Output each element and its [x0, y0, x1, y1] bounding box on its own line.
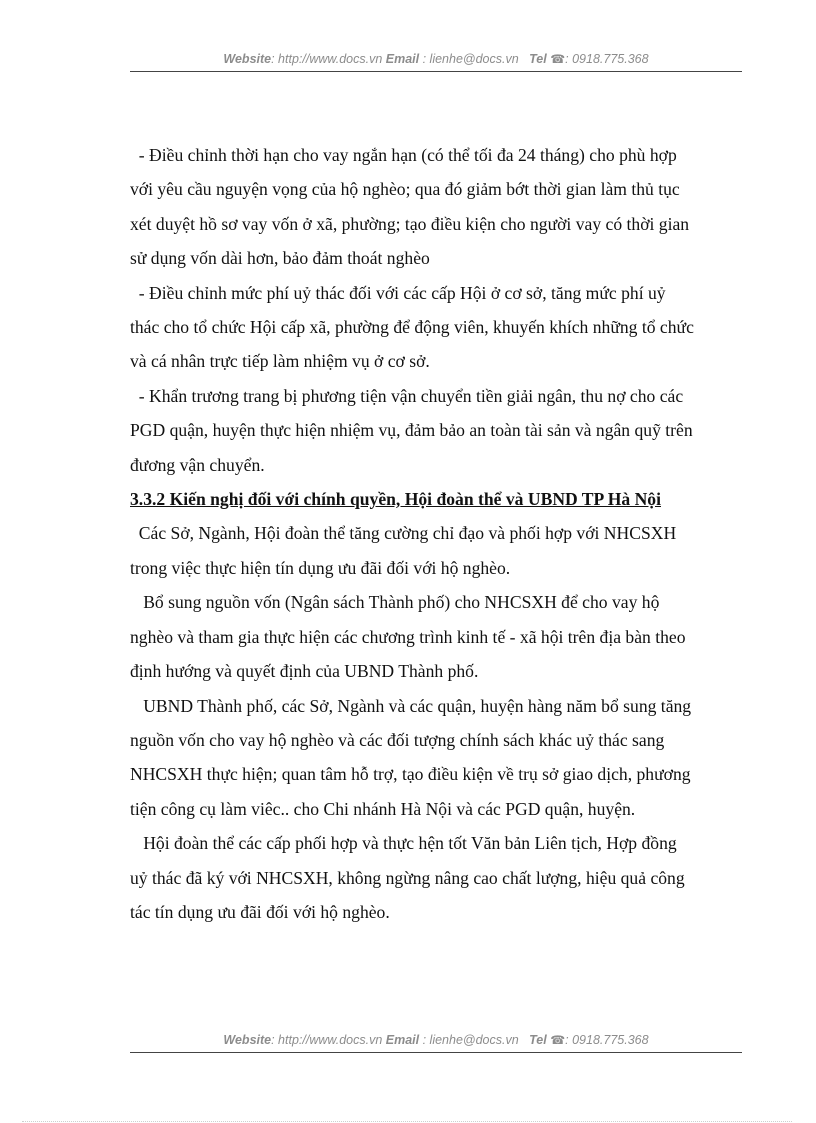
text-line: thác cho tổ chức Hội cấp xã, phường để động viên, khuyến khích những tổ chức [130, 317, 694, 338]
text-line: sử dụng vốn dài hơn, bảo đảm thoát nghèo [130, 248, 430, 269]
text-line: trong việc thực hiện tín dụng ưu đãi đối với hộ nghèo. [130, 557, 511, 578]
text-line: uỷ thác đã ký với NHCSXH, không ngừng nâng cao chất lượng, hiệu quả công [130, 867, 685, 888]
footer-tel-value: : 0918.775.368 [565, 1033, 649, 1047]
header-email-label: Email [385, 52, 420, 66]
footer-website-url[interactable]: : http://www.docs.vn [271, 1033, 383, 1047]
text-line: Các Sở, Ngành, Hội đoàn thể tăng cường chỉ đạo và phối hợp với NHCSXH [130, 523, 677, 544]
page-footer [130, 1033, 742, 1047]
text-line: UBND Thành phố, các Sở, Ngành và các quận, huyện hàng năm bổ sung tăng [130, 695, 692, 716]
header-website-label: Website [223, 52, 272, 66]
paragraphs-before [130, 138, 734, 482]
text-line: và cá nhân trực tiếp làm nhiệm vụ ở cơ sở. [130, 351, 430, 372]
text-line: xét duyệt hồ sơ vay vốn ở xã, phường; tạo điều kiện cho người vay có thời gian [130, 213, 690, 234]
paragraphs-after [130, 516, 734, 929]
document-body [130, 138, 734, 929]
page-header [130, 52, 742, 66]
paragraph [130, 379, 734, 482]
footer-rule [130, 1052, 742, 1053]
text-line: - Điều chỉnh thời hạn cho vay ngắn hạn (có thể tối đa 24 tháng) cho phù hợp [130, 145, 677, 165]
paragraph [130, 585, 734, 688]
text-line: - Khẩn trương trang bị phương tiện vận chuyển tiền giải ngân, thu nợ cho các [130, 385, 684, 406]
header-tel-value: : 0918.775.368 [565, 52, 649, 66]
footer-email-value[interactable]: : lienhe@docs.vn [422, 1033, 519, 1047]
paragraph [130, 138, 734, 276]
text-line: định hướng và quyết định của UBND Thành phố. [130, 661, 479, 682]
footer-website-label: Website [223, 1033, 272, 1047]
telephone-icon: ☎ [550, 1033, 566, 1047]
text-line: nghèo và tham gia thực hiện các chương trình kinh tế - xã hội trên địa bàn theo [130, 626, 686, 647]
paragraph [130, 689, 734, 827]
text-line: - Điều chỉnh mức phí uỷ thác đối với các cấp Hội ở cơ sở, tăng mức phí uỷ [130, 282, 666, 303]
text-line: tiện công cụ làm viêc.. cho Chi nhánh Hà Nội và các PGD quận, huyện. [130, 798, 636, 819]
header-tel-label: Tel [529, 52, 547, 66]
text-line: đương vận chuyển. [130, 454, 265, 475]
text-line: PGD quận, huyện thực hiện nhiệm vụ, đảm bảo an toàn tài sản và ngân quỹ trên [130, 420, 693, 441]
header-email-value[interactable]: : lienhe@docs.vn [422, 52, 519, 66]
section-heading: 3.3.2 Kiến nghị đối với chính quyền, Hội đoàn thể và UBND TP Hà Nội [130, 489, 661, 510]
header-website-url[interactable]: : http://www.docs.vn [271, 52, 383, 66]
text-line: nguồn vốn cho vay hộ nghèo và các đối tượng chính sách khác uỷ thác sang [130, 729, 665, 750]
header-rule [130, 71, 742, 72]
text-line: NHCSXH thực hiện; quan tâm hỗ trợ, tạo điều kiện về trụ sở giao dịch, phương [130, 764, 691, 785]
paragraph [130, 826, 734, 929]
paragraph [130, 276, 734, 379]
text-line: với yêu cầu nguyện vọng của hộ nghèo; qua đó giảm bớt thời gian làm thủ tục [130, 179, 680, 200]
text-line: Bổ sung nguồn vốn (Ngân sách Thành phố) cho NHCSXH để cho vay hộ [130, 592, 660, 613]
paragraph [130, 516, 734, 585]
footer-email-label: Email [385, 1033, 420, 1047]
telephone-icon: ☎ [550, 52, 566, 66]
text-line: Hội đoàn thể các cấp phối hợp và thực hện tốt Văn bản Liên tịch, Hợp đồng [130, 833, 677, 854]
text-line: tác tín dụng ưu đãi đối với hộ nghèo. [130, 901, 390, 922]
page-edge-divider [22, 1121, 792, 1122]
footer-tel-label: Tel [529, 1033, 547, 1047]
